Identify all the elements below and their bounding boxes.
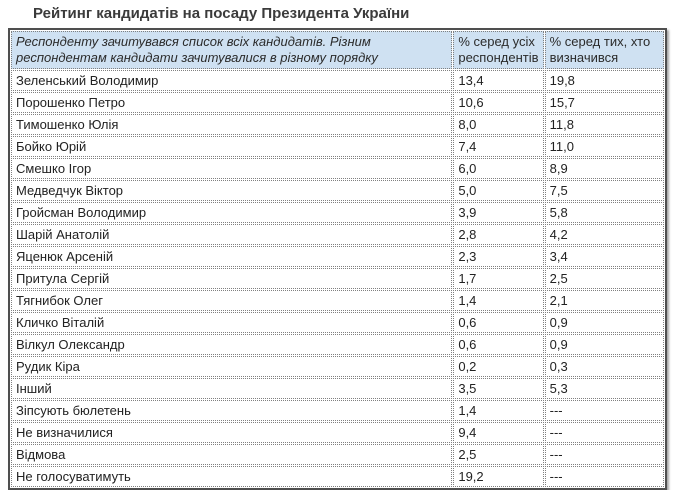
candidate-name-cell: Не визначилися <box>11 422 452 443</box>
pct-all-cell: 19,2 <box>453 466 543 487</box>
candidate-name-cell: Гройсман Володимир <box>11 202 452 223</box>
pct-decided-cell: 5,3 <box>545 378 664 399</box>
candidate-name-cell: Медведчук Віктор <box>11 180 452 201</box>
pct-decided-cell: 11,0 <box>545 136 664 157</box>
candidates-rating-table <box>8 28 667 490</box>
pct-decided-cell: --- <box>545 422 664 443</box>
pct-all-cell: 13,4 <box>453 70 543 91</box>
candidate-name-cell: Шарій Анатолій <box>11 224 452 245</box>
pct-all-cell: 0,2 <box>453 356 543 377</box>
candidate-name-cell: Тимошенко Юлія <box>11 114 452 135</box>
pct-all-cell: 6,0 <box>453 158 543 179</box>
pct-decided-cell: 0,9 <box>545 312 664 333</box>
page-title: Рейтинг кандидатів на посаду Президента України <box>33 5 410 22</box>
table-row <box>11 334 664 355</box>
table-header <box>11 31 664 69</box>
pct-decided-cell: 19,8 <box>545 70 664 91</box>
pct-decided-cell: 2,1 <box>545 290 664 311</box>
candidate-name-cell: Рудик Кіра <box>11 356 452 377</box>
pct-all-cell: 5,0 <box>453 180 543 201</box>
table-row <box>11 202 664 223</box>
table-body <box>11 70 664 487</box>
pct-decided-cell: 3,4 <box>545 246 664 267</box>
pct-all-cell: 2,5 <box>453 444 543 465</box>
table-row <box>11 312 664 333</box>
pct-decided-cell: --- <box>545 444 664 465</box>
pct-decided-cell: 0,9 <box>545 334 664 355</box>
header-col-all-respondents: % серед усіх респондентів <box>453 31 543 69</box>
candidate-name-cell: Інший <box>11 378 452 399</box>
candidate-name-cell: Тягнибок Олег <box>11 290 452 311</box>
header-col-decided: % серед тих, хто визначився <box>545 31 664 69</box>
pct-all-cell: 9,4 <box>453 422 543 443</box>
candidate-name-cell: Кличко Віталій <box>11 312 452 333</box>
table-row <box>11 180 664 201</box>
candidate-name-cell: Не голосуватимуть <box>11 466 452 487</box>
table-row <box>11 246 664 267</box>
table-row <box>11 444 664 465</box>
pct-decided-cell: 7,5 <box>545 180 664 201</box>
pct-all-cell: 1,4 <box>453 290 543 311</box>
pct-all-cell: 2,8 <box>453 224 543 245</box>
candidate-name-cell: Відмова <box>11 444 452 465</box>
pct-all-cell: 2,3 <box>453 246 543 267</box>
pct-decided-cell: 11,8 <box>545 114 664 135</box>
pct-all-cell: 8,0 <box>453 114 543 135</box>
pct-decided-cell: 5,8 <box>545 202 664 223</box>
pct-decided-cell: --- <box>545 466 664 487</box>
table-row <box>11 158 664 179</box>
pct-decided-cell: 15,7 <box>545 92 664 113</box>
pct-all-cell: 0,6 <box>453 312 543 333</box>
table-row <box>11 114 664 135</box>
table-row <box>11 70 664 91</box>
pct-decided-cell: 8,9 <box>545 158 664 179</box>
candidate-name-cell: Зіпсують бюлетень <box>11 400 452 421</box>
pct-all-cell: 7,4 <box>453 136 543 157</box>
candidate-name-cell: Порошенко Петро <box>11 92 452 113</box>
table-row <box>11 378 664 399</box>
table-row <box>11 268 664 289</box>
header-row <box>11 31 664 69</box>
pct-all-cell: 3,5 <box>453 378 543 399</box>
candidate-name-cell: Бойко Юрій <box>11 136 452 157</box>
table-row <box>11 422 664 443</box>
pct-decided-cell: --- <box>545 400 664 421</box>
table-row <box>11 356 664 377</box>
table-row <box>11 400 664 421</box>
pct-all-cell: 10,6 <box>453 92 543 113</box>
pct-decided-cell: 0,3 <box>545 356 664 377</box>
table-row <box>11 92 664 113</box>
table-row <box>11 466 664 487</box>
pct-all-cell: 3,9 <box>453 202 543 223</box>
candidate-name-cell: Притула Сергій <box>11 268 452 289</box>
pct-decided-cell: 4,2 <box>545 224 664 245</box>
pct-all-cell: 1,4 <box>453 400 543 421</box>
table-row <box>11 290 664 311</box>
pct-all-cell: 0,6 <box>453 334 543 355</box>
candidate-name-cell: Яценюк Арсеній <box>11 246 452 267</box>
pct-all-cell: 1,7 <box>453 268 543 289</box>
candidate-name-cell: Зеленський Володимир <box>11 70 452 91</box>
candidate-name-cell: Смешко Ігор <box>11 158 452 179</box>
table-row <box>11 224 664 245</box>
table-row <box>11 136 664 157</box>
pct-decided-cell: 2,5 <box>545 268 664 289</box>
candidate-name-cell: Вілкул Олександр <box>11 334 452 355</box>
header-note: Респонденту зачитувався список всіх кандидатів. Різним респондентам кандидати зачитувалися в різному порядку <box>11 31 452 69</box>
